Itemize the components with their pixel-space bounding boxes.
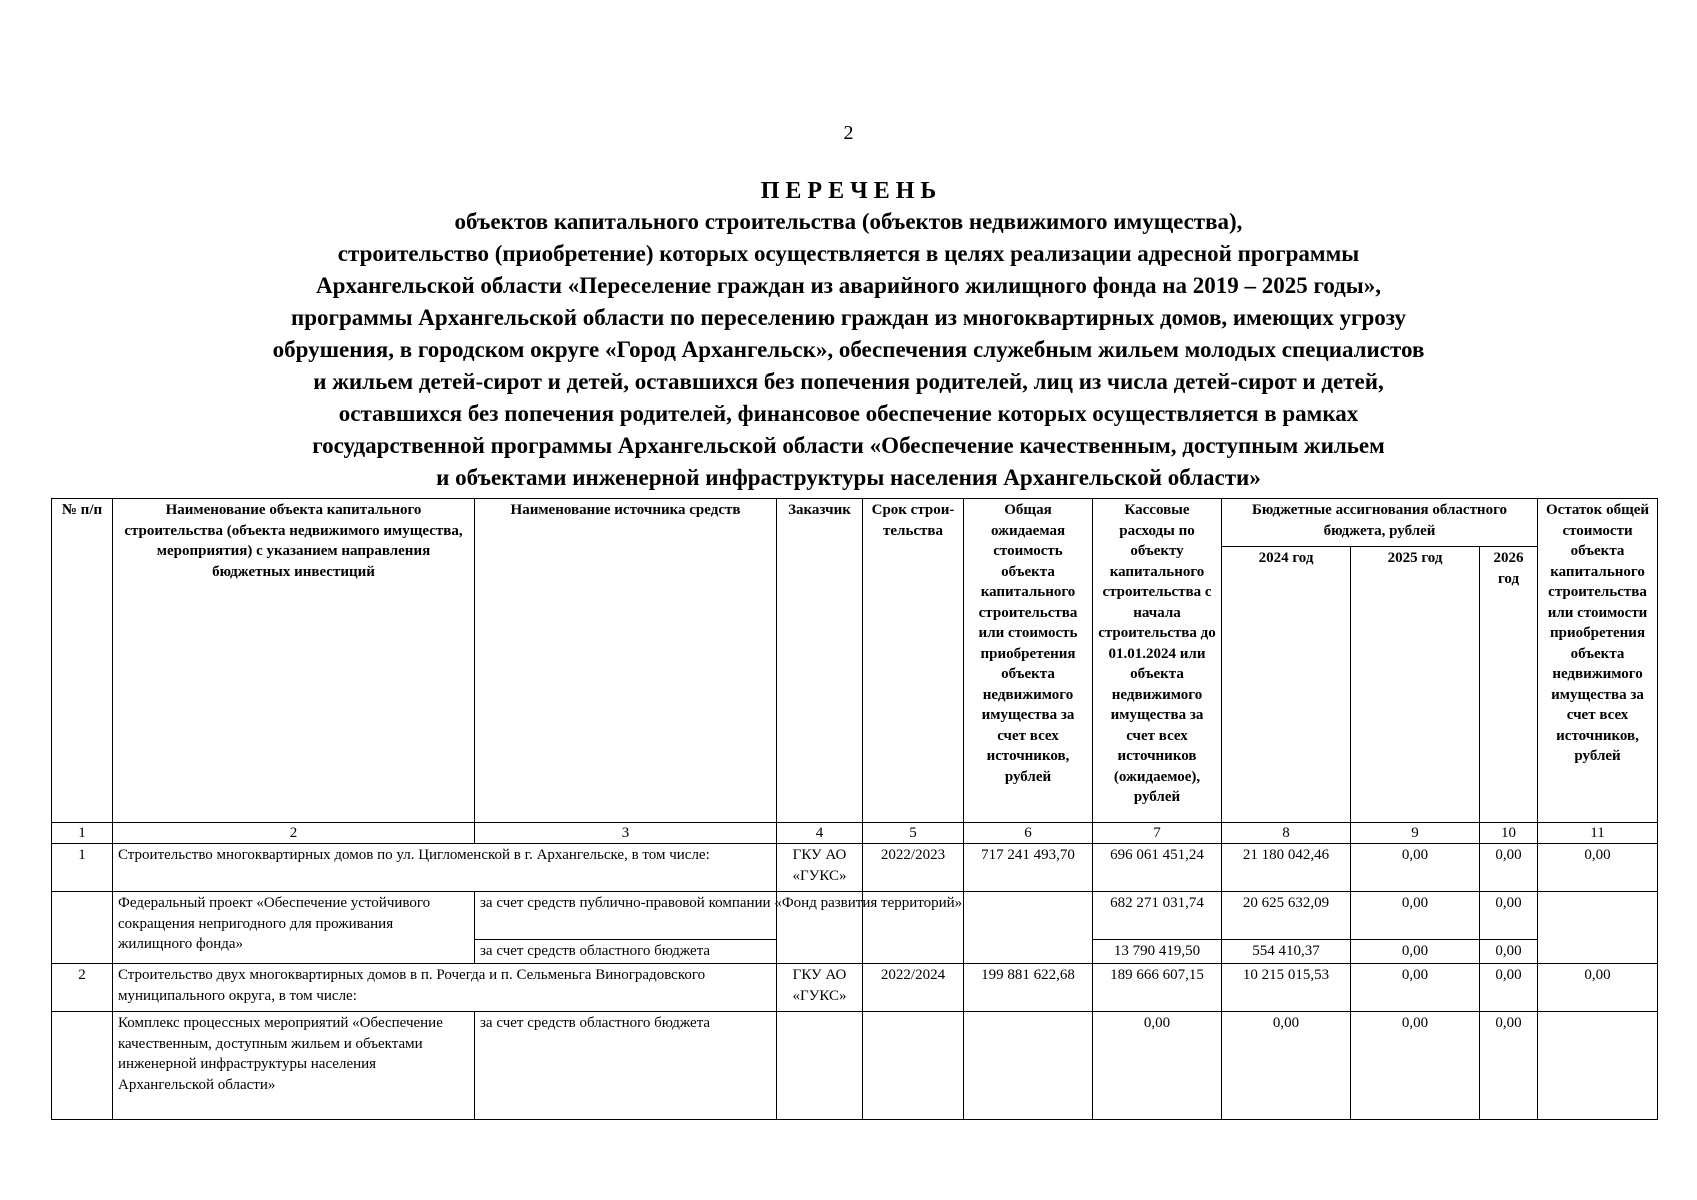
- title-line: строительство (приобретение) которых осуществляется в целях реализации адресной программы: [337, 241, 1360, 266]
- column-number: 4: [777, 823, 863, 844]
- column-number: 2: [113, 823, 475, 844]
- page-number: 2: [843, 122, 854, 144]
- header-total-cost: Общая ожидаемая стоимость объекта капитального строительства или стоимость приобретения объекта недвижимого имущества за счет всех источников, рублей: [964, 499, 1093, 823]
- total-cost: 717 241 493,70: [964, 844, 1093, 892]
- customer: ГКУ АО «ГУКС»: [777, 844, 863, 892]
- remainder-empty: [1538, 1012, 1658, 1120]
- header-source: Наименование источника средств: [475, 499, 777, 823]
- header-year-2024: 2024 год: [1222, 547, 1351, 823]
- table-row: [52, 844, 1658, 892]
- funding-source: за счет средств публично-правовой компании «Фонд развития территорий»: [475, 892, 777, 940]
- title-main: ПЕРЕЧЕНЬ: [760, 178, 943, 204]
- object-name: Строительство многоквартирных домов по ул. Цигломенской в г. Архангельске, в том числе:: [113, 844, 777, 892]
- header-year-2026: 2026 год: [1480, 547, 1538, 823]
- column-number: 9: [1351, 823, 1480, 844]
- header-cash-expenses: Кассовые расходы по объекту капитального строительства с начала строительства до 01.01.2024 или объекта недвижимого имущества за счет всех источников (ожидаемое), рублей: [1093, 499, 1222, 823]
- title-line: программы Архангельской области по переселению граждан из многоквартирных домов, имеющих угрозу: [290, 305, 1407, 330]
- cash-expenses: 0,00: [1093, 1012, 1222, 1120]
- customer: ГКУ АО «ГУКС»: [777, 964, 863, 1012]
- title-line: обрушения, в городском округе «Город Архангельск», обеспечения служебным жильем молодых специалистов: [272, 337, 1425, 362]
- column-number: 7: [1093, 823, 1222, 844]
- header-term: Срок строи-тельства: [863, 499, 964, 823]
- document-title: [100, 176, 1597, 494]
- column-number: 1: [52, 823, 113, 844]
- objects-table: [51, 498, 1658, 1120]
- sub-object-name: Федеральный проект «Обеспечение устойчивого сокращения непригодного для проживания жилищного фонда»: [113, 892, 475, 964]
- row-number-empty: [52, 892, 113, 964]
- cash-expenses: 696 061 451,24: [1093, 844, 1222, 892]
- table-row: [52, 1012, 1658, 1120]
- budget-2024: 20 625 632,09: [1222, 892, 1351, 940]
- title-line: объектов капитального строительства (объектов недвижимого имущества),: [454, 209, 1243, 234]
- title-line: Архангельской области «Переселение граждан из аварийного жилищного фонда на 2019 – 2025 годы»,: [315, 273, 1382, 298]
- construction-term: 2022/2023: [863, 844, 964, 892]
- budget-2025: 0,00: [1351, 844, 1480, 892]
- remainder-empty: [1538, 892, 1658, 964]
- remainder: 0,00: [1538, 964, 1658, 1012]
- title-line: и объектами инженерной инфраструктуры населения Архангельской области»: [436, 465, 1261, 490]
- table-row: [52, 964, 1658, 1012]
- column-number: 5: [863, 823, 964, 844]
- table-row: [52, 892, 1658, 940]
- header-customer: Заказчик: [777, 499, 863, 823]
- remainder: 0,00: [1538, 844, 1658, 892]
- total-cost-empty: [964, 892, 1093, 964]
- budget-2024: 10 215 015,53: [1222, 964, 1351, 1012]
- header-object-name: Наименование объекта капитального строительства (объекта недвижимого имущества, мероприятия) с указанием направления бюджетных инвестиций: [113, 499, 475, 823]
- budget-2026: 0,00: [1480, 964, 1538, 1012]
- title-line: и жильем детей-сирот и детей, оставшихся без попечения родителей, лиц из числа детей-сирот и детей,: [313, 369, 1384, 394]
- budget-2024: 21 180 042,46: [1222, 844, 1351, 892]
- total-cost-empty: [964, 1012, 1093, 1120]
- object-name: Строительство двух многоквартирных домов в п. Рочегда и п. Сельменьга Виноградовского муниципального округа, в том числе:: [113, 964, 777, 1012]
- header-budget-group: Бюджетные ассигнования областного бюджета, рублей: [1222, 499, 1538, 547]
- budget-2024: 0,00: [1222, 1012, 1351, 1120]
- budget-2026: 0,00: [1480, 844, 1538, 892]
- cash-expenses: 682 271 031,74: [1093, 892, 1222, 940]
- budget-2025: 0,00: [1351, 964, 1480, 1012]
- column-number: 6: [964, 823, 1093, 844]
- cash-expenses: 13 790 419,50: [1093, 940, 1222, 964]
- column-number-row: [52, 823, 1658, 844]
- budget-2024: 554 410,37: [1222, 940, 1351, 964]
- row-number: 2: [52, 964, 113, 1012]
- title-line: государственной программы Архангельской области «Обеспечение качественным, доступным жильем: [312, 433, 1385, 458]
- header-year-2025: 2025 год: [1351, 547, 1480, 823]
- term-empty: [863, 1012, 964, 1120]
- column-number: 11: [1538, 823, 1658, 844]
- column-number: 10: [1480, 823, 1538, 844]
- sub-object-name: Комплекс процессных мероприятий «Обеспечение качественным, доступным жильем и объектами инженерной инфраструктуры населения Архангельской области»: [113, 1012, 475, 1120]
- total-cost: 199 881 622,68: [964, 964, 1093, 1012]
- cash-expenses: 189 666 607,15: [1093, 964, 1222, 1012]
- funding-source: за счет средств областного бюджета: [475, 940, 777, 964]
- column-number: 3: [475, 823, 777, 844]
- budget-2025: 0,00: [1351, 892, 1480, 940]
- budget-2025: 0,00: [1351, 1012, 1480, 1120]
- column-number: 8: [1222, 823, 1351, 844]
- row-number: 1: [52, 844, 113, 892]
- budget-2026: 0,00: [1480, 1012, 1538, 1120]
- budget-2026: 0,00: [1480, 940, 1538, 964]
- funding-source: за счет средств областного бюджета: [475, 1012, 777, 1120]
- customer-empty: [777, 1012, 863, 1120]
- budget-2026: 0,00: [1480, 892, 1538, 940]
- row-number-empty: [52, 1012, 113, 1120]
- budget-2025: 0,00: [1351, 940, 1480, 964]
- construction-term: 2022/2024: [863, 964, 964, 1012]
- header-remainder: Остаток общей стоимости объекта капитального строительства или стоимости приобретения объекта недвижимого имущества за счет всех источников, рублей: [1538, 499, 1658, 823]
- header-num: № п/п: [52, 499, 113, 823]
- title-line: оставшихся без попечения родителей, финансовое обеспечение которых осуществляется в рамках: [338, 401, 1359, 426]
